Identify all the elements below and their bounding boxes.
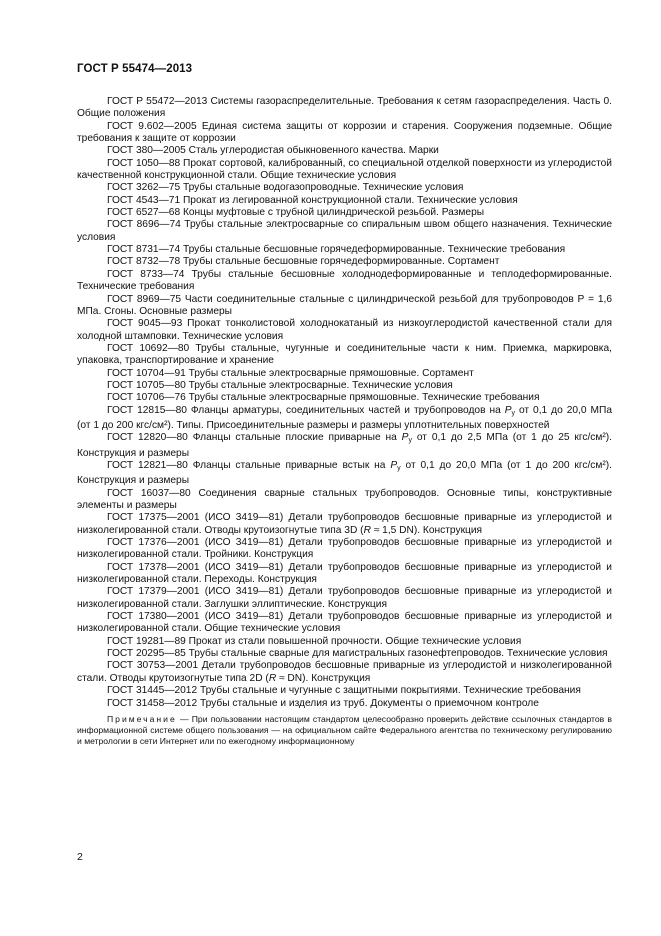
reference-text: от 0,1 до 2,5 МПа (от 1 до 25 кгс/см²). Конструкция и размеры [77, 432, 612, 459]
note-label: Примечание [107, 713, 177, 724]
reference-item: ГОСТ 20295—85 Трубы стальные сварные для магистральных газонефтепроводов. Технические условия [107, 648, 608, 660]
reference-item-gost-17375 [77, 512, 612, 537]
reference-text: от 0,1 до 20,0 МПа (от 1 до 200 кгс/см²). Типы. Присоединительные размеры и размеры уплотнительных поверхностей [77, 404, 612, 431]
reference-item: ГОСТ 19281—89 Прокат из стали повышенной прочности. Общие технические условия [107, 635, 522, 647]
reference-item: ГОСТ 8732—78 Трубы стальные бесшовные горячедеформированные. Сортамент [107, 256, 500, 268]
reference-item: ГОСТ 10704—91 Трубы стальные электросварные прямошовные. Сортамент [107, 367, 474, 379]
reference-item: ГОСТ 8696—74 Трубы стальные электросварные со спиральным швом общего назначения. Технические условия [77, 219, 612, 243]
reference-item: ГОСТ 31445—2012 Трубы стальные и чугунные с защитными покрытиями. Технические требования [107, 685, 581, 697]
note-text: — При пользовании настоящим стандартом целесообразно проверить действие ссылочных стандартов в информационной системе общего пользования — на официальном сайте Федерального агентства по техническому регулированию и метрологии в сети Интернет или по ежегодному информационному [77, 713, 612, 746]
reference-item-gost-12820 [77, 432, 612, 460]
pressure-subscript: у [397, 464, 401, 472]
reference-item-gost-30753 [77, 660, 612, 685]
reference-item: ГОСТ 1050—88 Прокат сортовой, калиброванный, со специальной отделкой поверхности из углеродистой качественной конструкционной стали. Общие технические условия [77, 157, 612, 182]
reference-text: ≈ DN). Конструкция [276, 672, 371, 684]
reference-text: от 0,1 до 20,0 МПа (от 1 до 200 кгс/см²). Конструкция и размеры [77, 459, 612, 487]
reference-item: ГОСТ 6527—68 Концы муфтовые с трубной цилиндрической резьбой. Размеры [107, 207, 485, 219]
reference-item: ГОСТ 10692—80 Трубы стальные, чугунные и соединительные части к ним. Приемка, маркировка, упаковка, транспортирование и хранение [77, 342, 612, 367]
reference-item: ГОСТ 8969—75 Части соединительные стальные с цилиндрической резьбой для трубопроводов Р = 1,6 МПа. Сгоны. Основные размеры [77, 293, 612, 317]
reference-item: ГОСТ 10705—80 Трубы стальные электросварные. Технические условия [107, 379, 453, 391]
radius-symbol: R [268, 672, 277, 684]
reference-text: ГОСТ 12815—80 Фланцы арматуры, соединительных частей и трубопроводов на [107, 404, 505, 416]
reference-text: ГОСТ 30753—2001 Детали трубопроводов бесшовные приварные из углеродистой и низколегированной стали. Отводы крутоизогнутые типа 2D ( [77, 660, 612, 684]
reference-item: ГОСТ 16037—80 Соединения сварные стальных трубопроводов. Основные типы, конструктивные элементы и размеры [77, 487, 612, 511]
reference-item: ГОСТ 9.602—2005 Единая система защиты от коррозии и старения. Сооружения подземные. Общие требования к защите от коррозии [77, 120, 612, 145]
reference-text: ГОСТ 12820—80 Фланцы стальные плоские приварные на [107, 432, 402, 444]
pressure-symbol: P [504, 404, 512, 416]
reference-item: ГОСТ Р 55472—2013 Системы газораспределительные. Требования к сетям газораспределения. Часть 0. Общие положения [77, 96, 612, 120]
reference-item: ГОСТ 8731—74 Трубы стальные бесшовные горячедеформированные. Технические требования [107, 244, 566, 256]
reference-item: ГОСТ 380—2005 Сталь углеродистая обыкновенного качества. Марки [107, 145, 439, 157]
reference-item: ГОСТ 9045—93 Прокат тонколистовой холоднокатаный из низкоуглеродистой качественной стали для холодной штамповки. Технические условия [77, 318, 612, 342]
pressure-subscript: у [408, 437, 412, 445]
reference-item: ГОСТ 8733—74 Трубы стальные бесшовные холоднодеформированные и теплодеформированные. Технические требования [77, 268, 612, 293]
reference-text: ГОСТ 17375—2001 (ИСО 3419—81) Детали трубопроводов бесшовные приварные из углеродистой и низколегированной стали. Отводы крутоизогнутые типа 3D ( [77, 512, 612, 536]
reference-item: ГОСТ 17378—2001 (ИСО 3419—81) Детали трубопроводов бесшовные приварные из углеродистой и низколегированной стали. Переходы. Конструкция [77, 561, 612, 586]
page-number: 2 [77, 851, 83, 863]
reference-item: ГОСТ 10706—76 Трубы стальные электросварные прямошовные. Технические требования [107, 392, 540, 404]
reference-text: ГОСТ 12821—80 Фланцы стальные приварные встык на [107, 459, 391, 471]
reference-item: ГОСТ 4543—71 Прокат из легированной конструкционной стали. Технические условия [107, 194, 518, 206]
reference-item: ГОСТ 17380—2001 (ИСО 3419—81) Детали трубопроводов бесшовные приварные из углеродистой и низколегированной стали. Общие технические условия [77, 611, 612, 635]
reference-item: ГОСТ 17379—2001 (ИСО 3419—81) Детали трубопроводов бесшовные приварные из углеродистой и низколегированной стали. Заглушки эллиптические. Конструкция [77, 586, 612, 610]
reference-item: ГОСТ 31458—2012 Трубы стальные и изделия из труб. Документы о приемочном контроле [107, 697, 539, 709]
normative-references [77, 96, 612, 747]
note-paragraph [77, 714, 612, 747]
pressure-symbol: P [390, 459, 398, 471]
reference-text: ≈ 1,5 DN). Конструкция [370, 524, 483, 536]
pressure-subscript: у [511, 409, 515, 417]
reference-item-gost-12821 [77, 460, 612, 488]
reference-item: ГОСТ 3262—75 Трубы стальные водогазопроводные. Технические условия [107, 182, 464, 194]
document-header: ГОСТ Р 55474—2013 [77, 63, 193, 75]
reference-item-gost-12815 [77, 405, 612, 433]
pressure-symbol: P [401, 432, 409, 444]
radius-symbol: R [363, 524, 371, 536]
reference-item: ГОСТ 17376—2001 (ИСО 3419—81) Детали трубопроводов бесшовные приварные из углеродистой и низколегированной стали. Тройники. Конструкция [77, 537, 612, 561]
